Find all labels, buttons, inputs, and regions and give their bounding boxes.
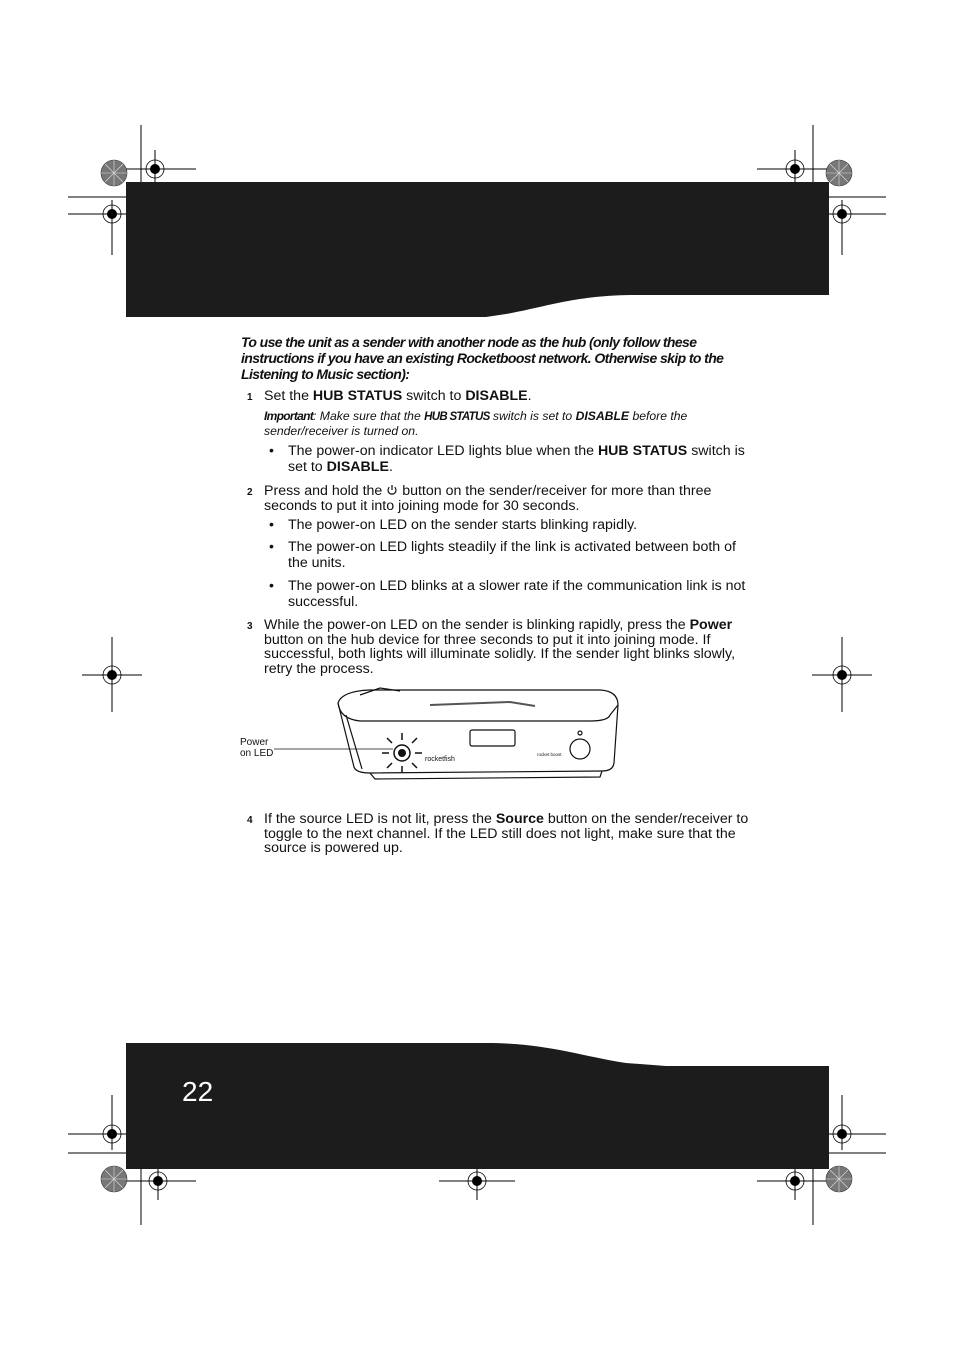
step-text: While the power-on LED on the sender is blinking rapidly, press the Power button on the hub device for three seconds to put it into joining mode. If successful, both lights will illuminate solidly. If the sender light blinks slowly, retry the process. [264, 617, 736, 677]
step-number: 4 [247, 815, 253, 826]
power-icon [386, 484, 398, 496]
footer-band [126, 1043, 829, 1169]
step-text: Set the HUB STATUS switch to DISABLE. [264, 388, 532, 404]
important-note: Important: Make sure that the HUB STATUS switch is set to DISABLE before the sender/receiver is turned on. [264, 409, 688, 438]
step-text: Press and hold the button on the sender/receiver for more than three seconds to put it into joining mode for 30 seconds. [264, 483, 712, 514]
step-number: 1 [247, 392, 253, 403]
section-intro: To use the unit as a sender with another node as the hub (only follow these instructions if you have an existing Rocketboost network. Otherwise skip to the Listening to Music section): [241, 334, 724, 382]
page-number: 22 [182, 1076, 214, 1107]
step-number: 3 [247, 621, 253, 632]
step-number: 2 [247, 487, 253, 498]
brand-logo: rocketfish [425, 756, 455, 763]
model-logo: rocket boost [537, 752, 562, 757]
step-text: If the source LED is not lit, press the Source button on the sender/receiver to toggle to the next channel. If the LED still does not light, make sure that the source is powered up. [264, 811, 749, 857]
header-band [126, 182, 829, 317]
power-led-label: Power on LED [240, 737, 274, 759]
device-illustration [280, 685, 625, 785]
